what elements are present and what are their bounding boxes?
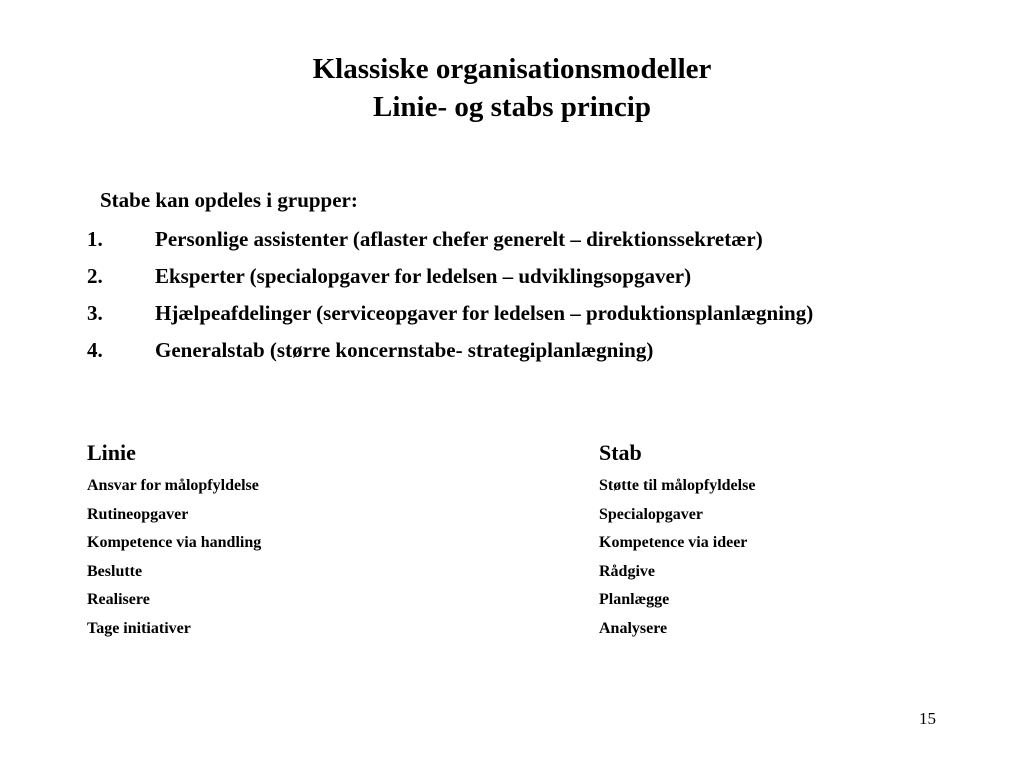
list-item-number: 3. [87, 301, 103, 325]
linie-item: Rutineopgaver [87, 505, 189, 523]
list-item-text: Generalstab (større koncernstabe- strategiplanlægning) [155, 338, 654, 362]
stab-item: Rådgive [599, 562, 655, 580]
stab-item: Analysere [599, 619, 668, 637]
linie-item: Beslutte [87, 562, 143, 580]
title-line-1: Klassiske organisationsmodeller [312, 53, 712, 85]
list-item [87, 298, 967, 329]
linie-list [87, 472, 261, 644]
list-item [87, 261, 967, 292]
linie-item: Kompetence via handling [87, 534, 262, 552]
stab-list [599, 472, 755, 644]
linie-item: Realisere [87, 591, 150, 609]
intro-text: Stabe kan opdeles i grupper: [100, 188, 358, 212]
linie-item: Tage initiativer [87, 619, 191, 637]
list-item [87, 335, 967, 366]
list-item-number: 2. [87, 264, 103, 288]
stab-item: Støtte til målopfyldelse [599, 477, 756, 494]
stab-heading: Stab [599, 440, 642, 465]
title-line-2: Linie- og stabs princip [373, 91, 651, 123]
list-item-number: 1. [87, 227, 103, 251]
stab-item: Kompetence via ideer [599, 534, 748, 552]
stab-item: Planlægge [599, 591, 670, 609]
stab-item: Specialopgaver [599, 505, 703, 523]
page-number: 15 [919, 709, 936, 728]
list-item-number: 4. [87, 338, 103, 362]
list-item-text: Eksperter (specialopgaver for ledelsen – udviklingsopgaver) [155, 264, 692, 288]
list-item-text: Personlige assistenter (aflaster chefer generelt – direktionssekretær) [155, 227, 763, 251]
list-item-text: Hjælpeafdelinger (serviceopgaver for ledelsen – produktionsplanlægning) [155, 301, 814, 325]
linie-item: Ansvar for målopfyldelse [87, 477, 259, 494]
slide-title [0, 50, 1024, 126]
list-item [87, 224, 967, 255]
staff-groups-list [87, 224, 967, 372]
linie-heading: Linie [87, 440, 136, 465]
